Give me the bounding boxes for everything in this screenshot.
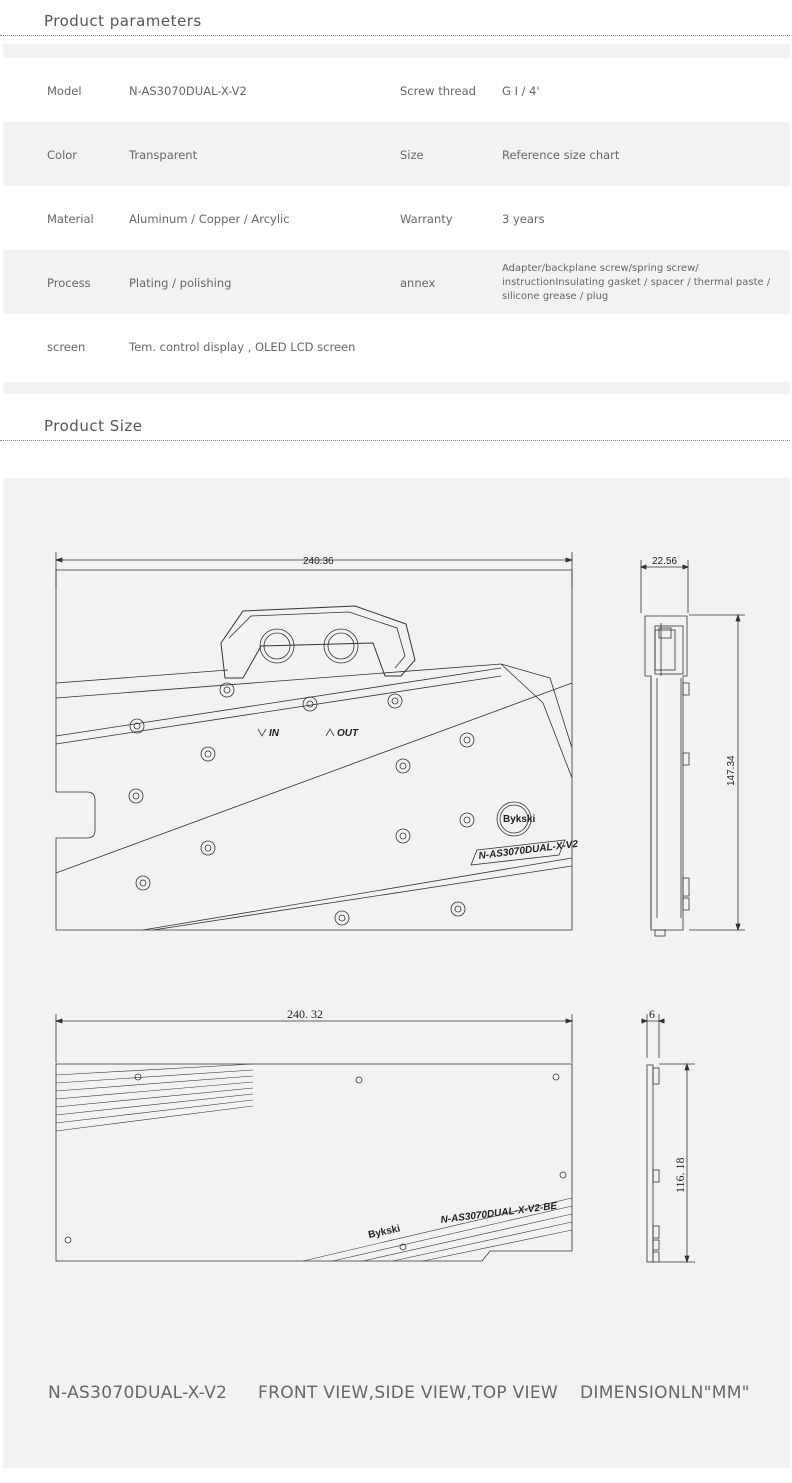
dimension-label: 6: [649, 1007, 655, 1021]
param-label: Material: [47, 211, 94, 226]
front-view: [56, 552, 579, 930]
dimension-label: 22.56: [652, 556, 678, 567]
param-value: 3 years: [502, 211, 545, 226]
technical-drawing-panel: [3, 478, 790, 1468]
in-label: IN: [269, 728, 279, 739]
dimension-label: 240.36: [303, 556, 334, 567]
caption-dimension: DIMENSIONLN"MM": [580, 1383, 750, 1403]
param-label: Color: [47, 147, 78, 162]
param-label: screen: [47, 339, 86, 354]
caption-views: FRONT VIEW,SIDE VIEW,TOP VIEW: [258, 1383, 559, 1403]
param-row: [3, 58, 790, 123]
params-top-band: [3, 44, 790, 58]
param-value: Plating / polishing: [129, 275, 232, 290]
back-side-view: [641, 1007, 695, 1262]
param-label: annex: [400, 275, 436, 290]
plate-model-text: N-AS3070DUAL-X-V2: [478, 838, 579, 862]
out-label: OUT: [337, 728, 359, 739]
section-title-parameters: Product parameters: [44, 12, 202, 30]
param-label: Model: [47, 83, 82, 98]
dimension-label: 116. 18: [673, 1157, 687, 1193]
section-title-size: Product Size: [44, 417, 143, 435]
back-model-text: N-AS3070DUAL-X-V2-BE: [440, 1200, 558, 1226]
technical-drawing: [3, 478, 790, 1468]
param-value: Adapter/backplane screw/spring screw/ instructionInsulating gasket / spacer / thermal paste / silicone grease / plug: [502, 262, 771, 302]
dimension-label: 240. 32: [287, 1007, 323, 1021]
param-value: N-AS3070DUAL-X-V2: [129, 83, 247, 98]
param-label: Warranty: [400, 211, 453, 226]
param-value: Reference size chart: [502, 147, 620, 162]
param-label: Screw thread: [400, 83, 476, 98]
param-label: Process: [47, 275, 91, 290]
param-row: [3, 186, 790, 251]
logo-text: Bykski: [503, 814, 536, 825]
dimension-label: 147.34: [726, 755, 737, 786]
param-value: Tem. control display , OLED LCD screen: [129, 339, 356, 354]
param-value: Transparent: [129, 147, 198, 162]
param-value: G I / 4': [502, 83, 540, 98]
param-value: Aluminum / Copper / Arcylic: [129, 211, 290, 226]
section-divider: [0, 35, 790, 36]
back-logo-text: Bykski: [367, 1223, 402, 1241]
section-divider: [0, 440, 790, 441]
param-value: [502, 314, 772, 379]
side-view: [641, 556, 745, 936]
param-label: Size: [400, 147, 424, 162]
params-bottom-band: [3, 382, 790, 394]
back-view: [56, 1007, 572, 1261]
caption-model: N-AS3070DUAL-X-V2: [48, 1383, 228, 1403]
param-row: [3, 314, 790, 379]
param-row: [3, 122, 790, 187]
param-row: [3, 250, 790, 315]
